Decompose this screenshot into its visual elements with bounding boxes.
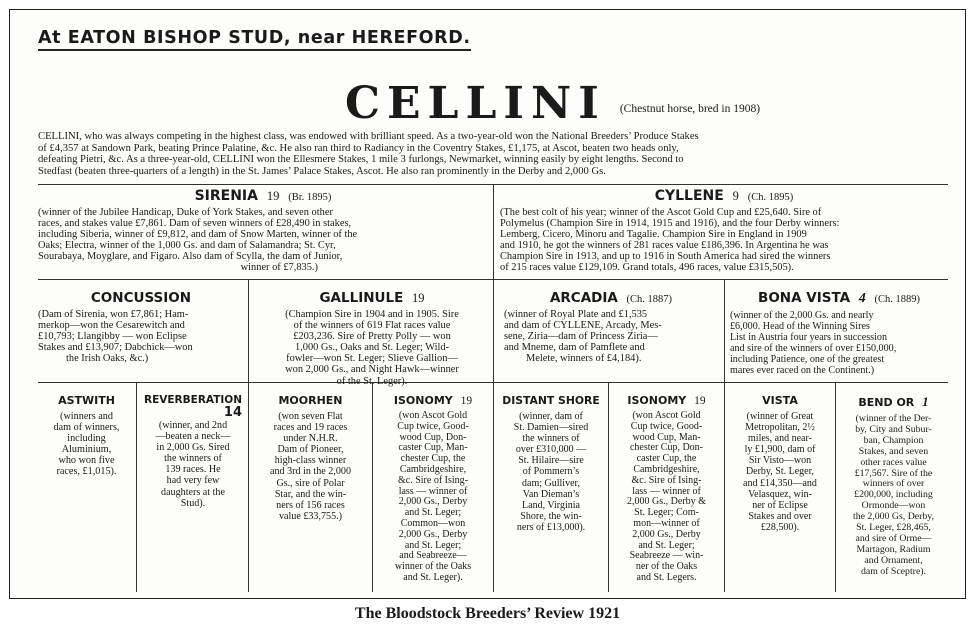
record-line: including Siberia, winner of £9,812, and dam of Snow Marten, winner of the xyxy=(38,229,358,241)
record-line: £200,000, including xyxy=(854,489,933,501)
record-line: who won five xyxy=(58,455,115,467)
pedigree-isonomy-2 xyxy=(612,394,721,590)
record-line: other races value xyxy=(860,456,927,468)
record-line: wood Cup, Don- xyxy=(399,431,467,443)
record-line: Metropolitan, 2½ xyxy=(745,422,815,434)
family-number: 9 xyxy=(732,189,739,203)
horse-name-text: BONA VISTA xyxy=(758,290,851,306)
record-line: &c. Sire of Ising- xyxy=(631,474,702,486)
horse-name-title: CELLINI xyxy=(345,78,606,129)
horse-colour-year: (Ch. 1889) xyxy=(874,294,920,305)
pedigree-reverberation xyxy=(140,394,246,590)
record-line: value £33,755.) xyxy=(278,510,343,522)
horse-record xyxy=(254,309,490,387)
record-line: Stakes and over xyxy=(748,510,812,522)
horse-record xyxy=(40,411,133,478)
record-line: and Ornament, xyxy=(864,554,923,566)
record-line: dam of winners, xyxy=(53,422,120,434)
record-line: &c. Sire of Ising- xyxy=(398,474,468,486)
record-line: the 2,000 Gs, Derby, xyxy=(853,511,934,523)
pedigree-concussion xyxy=(38,290,244,380)
horse-name-text: MOORHEN xyxy=(278,394,343,407)
family-number xyxy=(140,406,246,420)
family-number-text: 14 xyxy=(223,405,242,420)
record-line: won 2,000 Gs., and Night Hawk—winner xyxy=(285,364,459,376)
record-line: had very few xyxy=(166,475,220,487)
horse-name xyxy=(38,290,244,306)
horse-record xyxy=(252,411,369,522)
record-line: including xyxy=(67,433,106,445)
record-line: miles, and near- xyxy=(748,433,812,445)
pedigree-astwith xyxy=(40,394,133,590)
pedigree-bona-vista xyxy=(730,290,948,380)
record-line: races, £1,015). xyxy=(56,466,117,478)
pedigree-rule-gen3-divider xyxy=(248,382,249,592)
horse-record xyxy=(500,207,948,274)
family-number: 19 xyxy=(266,189,280,203)
record-line: 1,000 Gs., Oaks and St. Leger; Wild- xyxy=(294,342,450,354)
horse-description: (Chestnut horse, bred in 1908) xyxy=(619,103,761,115)
record-line: merkop—won the Cesarewitch and xyxy=(38,320,185,332)
horse-record xyxy=(504,309,718,364)
record-line: Derby, St. Leger, xyxy=(745,466,815,478)
record-line: of the St. Leger). xyxy=(336,375,408,387)
record-line: Cambridgeshire, xyxy=(633,463,700,475)
record-line: St. Hilaire—sire xyxy=(518,455,584,467)
intro-paragraph xyxy=(38,131,948,177)
record-line: 2,000 Gs., Derby xyxy=(398,496,468,508)
record-line: Van Dieman’s xyxy=(522,488,580,500)
record-line: (won seven Flat xyxy=(278,411,343,422)
record-line: and St. Leger; xyxy=(404,507,462,519)
record-line: (won Ascot Gold xyxy=(632,410,701,421)
record-line: winner of the Oaks xyxy=(394,561,472,573)
horse-record xyxy=(497,411,605,533)
record-line: Dam of Pioneer, xyxy=(277,444,344,456)
pedigree-vista xyxy=(728,394,832,590)
intro-line: CELLINI, who was always competing in the highest class, was endowed with brilliant speed. As a two-year-old won the National Breeders’ Produce Stakes xyxy=(38,131,699,142)
record-line: chester Cup, the xyxy=(400,453,466,465)
pedigree-sire-cyllene xyxy=(500,188,948,278)
pedigree-bend-or xyxy=(839,394,948,590)
record-line: fowler—won St. Leger; Slieve Gallion— xyxy=(286,353,458,365)
stud-advertisement-page xyxy=(9,9,966,599)
record-line: in 2,000 Gs. Sired xyxy=(156,442,230,454)
pedigree-gallinule xyxy=(254,290,490,387)
record-line: (winner, dam of xyxy=(519,411,583,422)
record-line: £203,236. Sire of Pretty Polly — won xyxy=(293,331,451,343)
pedigree-rule-gen3-divider xyxy=(724,382,725,592)
horse-name xyxy=(40,394,133,407)
record-line: St. Damien—sired xyxy=(513,422,589,434)
horse-name xyxy=(254,290,490,306)
record-line: 2,000 Gs., Derby xyxy=(632,528,701,540)
record-line: (winner of Great xyxy=(746,411,814,422)
record-line: St. Leger; Com- xyxy=(634,507,699,519)
record-line: Aluminium, xyxy=(61,444,112,456)
record-line: (Dam of Sirenia, won £7,861; Ham- xyxy=(38,309,189,320)
horse-name-text: VISTA xyxy=(762,394,798,407)
record-line: dam of Sceptre). xyxy=(860,565,926,577)
horse-name-text: ISONOMY xyxy=(627,394,687,407)
record-line: and St. Leger; xyxy=(404,539,462,551)
horse-name xyxy=(730,290,948,307)
horse-name-text: ISONOMY xyxy=(393,394,453,407)
record-line: St. Leger, £28,465, xyxy=(856,522,931,534)
record-line: the winners of xyxy=(164,453,222,465)
record-line: Sir Visto—won xyxy=(748,455,812,467)
record-line: ly £1,900, dam of xyxy=(744,444,816,456)
horse-name-text: DISTANT SHORE xyxy=(502,394,600,407)
horse-name xyxy=(38,188,488,204)
horse-name-text: ARCADIA xyxy=(549,290,618,306)
pedigree-moorhen xyxy=(252,394,369,590)
intro-line: Stedfast (beaten three-quarters of a length) in the St. James’ Palace Stakes, Ascot. He also ran prominently in the Derby and 2,000 Gs. xyxy=(38,165,606,177)
record-line: 139 races. He xyxy=(165,464,221,476)
record-line: Shore, the win- xyxy=(520,510,582,522)
horse-record xyxy=(38,309,244,364)
record-line: Oaks; Electra, winner of the 1,000 Gs. and dam of Salamandra; St. Cyr, xyxy=(38,240,336,252)
record-line: mares ever raced on the Continent.) xyxy=(730,365,875,377)
record-line: Common—won xyxy=(400,517,466,529)
title-row xyxy=(345,78,760,129)
record-line: and sire of Orme— xyxy=(855,532,932,544)
record-line: Stakes, and seven xyxy=(858,445,929,457)
record-line: and £14,350—and xyxy=(743,477,817,489)
record-line: over £310,000 — xyxy=(515,444,587,456)
horse-name xyxy=(504,290,718,306)
horse-name xyxy=(839,394,948,410)
horse-name-text: SIRENIA xyxy=(194,188,258,204)
record-line: —beaten a neck— xyxy=(155,431,231,443)
pedigree-rule-gen3-divider xyxy=(608,382,609,592)
source-caption: The Bloodstock Breeders’ Review 1921 xyxy=(354,605,621,622)
horse-record xyxy=(839,414,948,578)
record-line: 2,000 Gs., Derby xyxy=(398,528,468,540)
record-line: (winner of the 2,000 Gs. and nearly xyxy=(730,310,874,321)
pedigree-rule-gen2-divider xyxy=(724,279,725,382)
record-line: lass — winner of xyxy=(632,485,701,497)
pedigree-isonomy-1 xyxy=(376,394,490,590)
record-line: caster Cup, Man- xyxy=(398,442,468,454)
family-number: 19 xyxy=(412,291,425,305)
family-number: 19 xyxy=(694,395,706,407)
pedigree-dam-sirenia xyxy=(38,188,488,278)
record-line: of Pommern’s xyxy=(522,466,580,478)
pedigree-rule-gen1-divider xyxy=(493,184,494,279)
record-line: (The best colt of his year; winner of the Ascot Gold Cup and £25,640. Sire of xyxy=(500,207,822,218)
record-line: Ormonde—won xyxy=(861,500,926,512)
record-line: wood Cup, Man- xyxy=(632,431,701,443)
record-line: (winner of the Der- xyxy=(855,413,932,424)
pedigree-distant-shore xyxy=(497,394,605,590)
horse-record xyxy=(728,411,832,533)
record-line: Stud). xyxy=(180,497,206,509)
horse-name-text: BEND OR xyxy=(858,396,915,409)
record-line: Velasquez, win- xyxy=(748,488,812,500)
pedigree-rule-gen3-divider xyxy=(835,382,836,592)
horse-name-text: ASTWITH xyxy=(58,394,115,407)
record-line: and St. Legers. xyxy=(636,571,697,583)
record-line: £28,500). xyxy=(760,521,800,533)
horse-record xyxy=(730,310,948,377)
record-line: Gs., sire of Polar xyxy=(276,477,345,489)
record-line: (winners and xyxy=(60,411,113,422)
record-line: the winners of xyxy=(522,433,580,445)
family-number: 1 xyxy=(922,394,929,409)
horse-colour-year: (Br. 1895) xyxy=(288,192,332,203)
horse-name-text: REVERBERATION xyxy=(144,394,242,406)
record-line: (winner of Royal Plate and £1,535 xyxy=(504,309,648,320)
horse-colour-year: (Ch. 1887) xyxy=(626,294,673,305)
horse-name-text: CONCUSSION xyxy=(90,290,192,306)
horse-name xyxy=(612,394,721,407)
record-line: £10,793; Llangibby — won Eclipse xyxy=(38,331,187,343)
record-line: races, and stakes value £7,861. Dam of seven winners of £28,490 in stakes, xyxy=(38,218,352,230)
record-line: ner of the Oaks xyxy=(635,561,698,573)
stud-header: At EATON BISHOP STUD, near HEREFORD. xyxy=(38,28,471,51)
record-line: (Champion Sire in 1904 and in 1905. Sire xyxy=(285,309,459,320)
pedigree-rule-gen2-divider xyxy=(248,279,249,382)
horse-name-text: CYLLENE xyxy=(654,188,724,204)
record-line: Cup twice, Good- xyxy=(397,420,469,432)
horse-name xyxy=(376,394,490,407)
record-line: (won Ascot Gold xyxy=(398,410,468,421)
record-line: under N.H.R. xyxy=(283,433,338,445)
record-line: Land, Virginia xyxy=(522,499,580,511)
record-line: and dam of CYLLENE, Arcady, Mes- xyxy=(504,320,662,332)
horse-name-text: GALLINULE xyxy=(319,290,404,306)
record-line: ners of 156 races xyxy=(276,499,345,511)
pedigree-rule-gen3-divider xyxy=(493,382,494,592)
record-line: and Mneme, dam of Pamflete and xyxy=(504,342,645,354)
record-line: Polymelus (Champion Sire in 1914, 1915 and 1916), and the four Derby winners: xyxy=(500,218,840,230)
record-line: races and 19 races xyxy=(273,422,348,434)
record-line: Cambridgeshire, xyxy=(399,463,467,475)
pedigree-rule-gen2-divider xyxy=(493,279,494,382)
horse-record xyxy=(140,420,246,509)
record-line: (winner, and 2nd xyxy=(158,420,228,431)
record-line: including Patience, one of the greatest xyxy=(730,354,885,366)
record-line: of 215 races value £129,109. Grand totals, 496 races, value £315,505). xyxy=(500,262,794,274)
record-line: winners of over xyxy=(862,478,925,490)
horse-name xyxy=(497,394,605,407)
record-line: Melete, winners of £4,184). xyxy=(526,353,642,365)
horse-record xyxy=(376,411,490,584)
horse-record xyxy=(38,207,488,274)
record-line: Stakes and £13,907; Dabchick—won xyxy=(38,342,193,354)
horse-record xyxy=(612,411,721,584)
intro-line: defeating Pietri, &c. As a three-year-old, CELLINI won the Ellesmere Stakes, 1 mile 3 furlongs, Newmarket, winning easily by eight lengths. Second to xyxy=(38,154,684,166)
record-line: chester Cup, Don- xyxy=(629,442,704,454)
record-line: daughters at the xyxy=(161,486,225,498)
record-line: lass — winner of xyxy=(398,485,468,497)
intro-line: of £4,357 at Sandown Park, beating Prince Palatine, &c. He also ran third to Radiancy in the Coventry Stakes, £1,175, at Ascot, beaten two heads only, xyxy=(38,142,679,154)
record-line: Lemberg, Cicero, Minoru and Tagalie. Champion Sire in England in 1909 xyxy=(500,229,807,241)
record-line: dam; Gulliver, xyxy=(522,477,580,489)
record-line: 2,000 Gs., Derby & xyxy=(627,496,706,508)
record-line: £6,000. Head of the Winning Sires xyxy=(730,321,870,333)
record-line: winner of £7,835.) xyxy=(240,262,318,274)
record-line: ban, Champion xyxy=(863,434,924,446)
record-line: Seabreeze — win- xyxy=(629,550,704,562)
record-line: and Seabreeze— xyxy=(399,550,467,562)
record-line: of the winners of 619 Flat races value xyxy=(293,320,451,332)
record-line: Cup twice, Good- xyxy=(630,420,703,432)
record-line: Sourabaya, Moyglare, and Figaro. Also dam of Scylla, the dam of Junior, xyxy=(38,251,343,263)
record-line: and sire of the winners of over £150,000, xyxy=(730,343,897,355)
pedigree-rule-gen3-divider xyxy=(136,382,137,592)
record-line: and 3rd in the 2,000 xyxy=(269,466,352,478)
record-line: and St. Leger). xyxy=(403,571,463,583)
record-line: the Irish Oaks, &c.) xyxy=(66,353,149,365)
horse-name xyxy=(252,394,369,407)
record-line: high-class winner xyxy=(274,455,347,467)
record-line: ners of £13,000). xyxy=(516,521,586,533)
horse-name xyxy=(728,394,832,407)
family-number: 4 xyxy=(858,291,866,306)
horse-colour-year: (Ch. 1895) xyxy=(747,192,794,203)
record-line: Champion Sire in 1913, and up to 1916 in South America had sired the winners xyxy=(500,251,831,263)
record-line: Star, and the win- xyxy=(274,488,347,500)
family-number: 19 xyxy=(460,395,473,407)
record-line: £17,567. Sire of the xyxy=(854,467,933,479)
record-line: (winner of the Jubilee Handicap, Duke of York Stakes, and seven other xyxy=(38,207,333,218)
record-line: ner of Eclipse xyxy=(752,499,808,511)
horse-name xyxy=(500,188,948,204)
record-line: by, City and Subur- xyxy=(855,423,932,435)
record-line: and St. Leger; xyxy=(638,539,695,551)
record-line: and 1910, he got the winners of 281 races value £186,396. In Argentina he was xyxy=(500,240,829,252)
record-line: sene, Ziria—dam of Princess Ziria— xyxy=(504,331,658,343)
record-line: Martagon, Radium xyxy=(856,543,931,555)
pedigree-arcadia xyxy=(504,290,718,380)
record-line: mon—winner of xyxy=(633,517,700,529)
pedigree-rule-gen3-divider xyxy=(372,382,373,592)
record-line: List in Austria four years in succession xyxy=(730,332,887,344)
record-line: caster Cup, the xyxy=(636,453,697,465)
